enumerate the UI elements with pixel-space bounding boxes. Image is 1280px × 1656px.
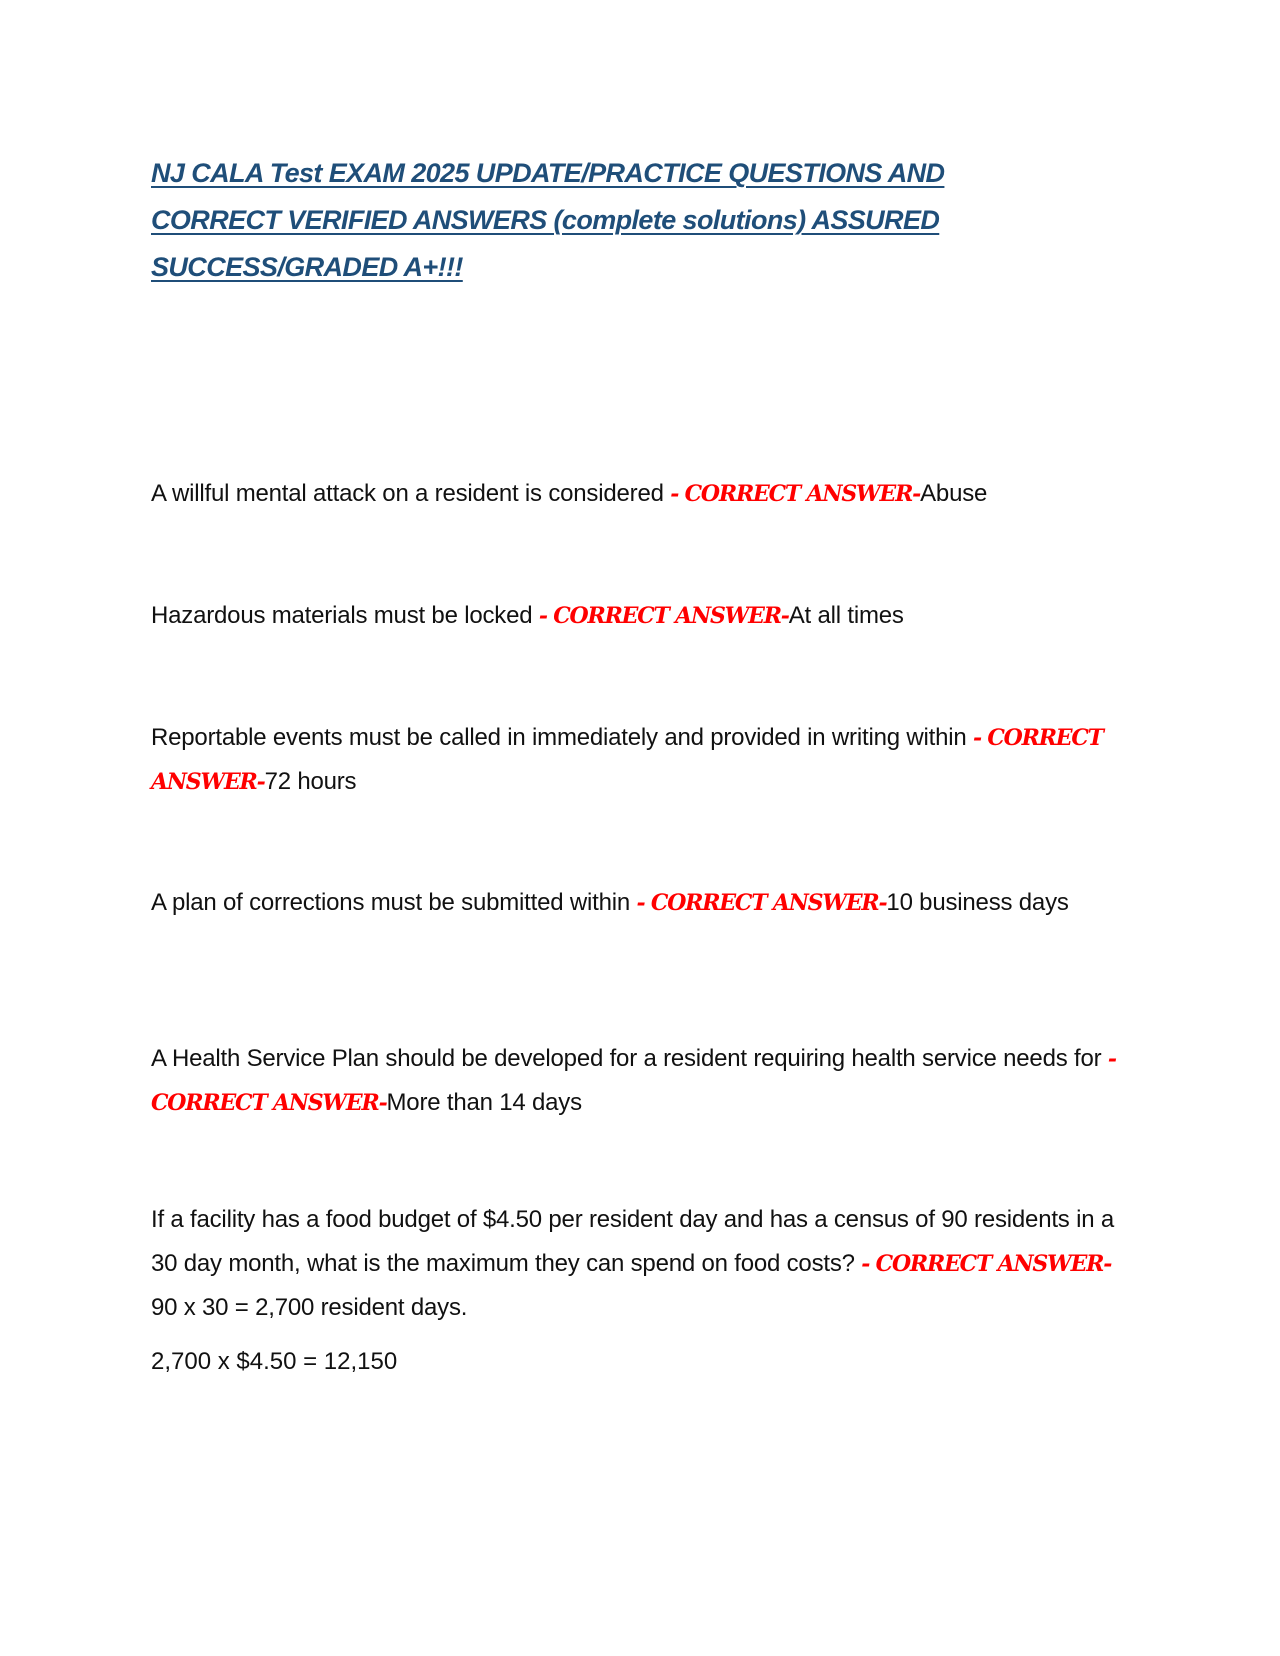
answer-tag: - CORRECT ANSWER-: [151, 725, 1103, 795]
question-text: A plan of corrections must be submitted within: [151, 889, 637, 916]
qa-item-5: [151, 1037, 1121, 1125]
question-text: A willful mental attack on a resident is considered: [151, 480, 671, 507]
answer-text: At all times: [788, 602, 904, 629]
answer-text: More than 14 days: [386, 1089, 582, 1116]
question-text: If a facility has a food budget of $4.50 per resident day and has a census of 90 residents in a 30 day month, what is the maximum they can spend on food costs?: [151, 1206, 1114, 1277]
question-text: Reportable events must be called in immediately and provided in writing within: [151, 724, 973, 751]
answer-tag: - CORRECT ANSWER-: [538, 603, 789, 629]
title-line-2: CORRECT VERIFIED ANSWERS (complete solutions) ASSURED: [151, 205, 940, 235]
question-text: A Health Service Plan should be developed for a resident requiring health service needs for: [151, 1045, 1108, 1072]
question-text: Hazardous materials must be locked: [151, 602, 539, 629]
answer-tag: - CORRECT ANSWER-: [151, 1046, 1116, 1116]
answer-tag: - CORRECT ANSWER-: [670, 481, 921, 507]
qa-item-1: [151, 472, 1141, 516]
answer-tag: - CORRECT ANSWER-: [861, 1251, 1112, 1277]
document-title: [151, 150, 1051, 291]
title-line-1: NJ CALA Test EXAM 2025 UPDATE/PRACTICE QUESTIONS AND: [151, 158, 945, 188]
answer-text: Abuse: [920, 480, 988, 507]
answer-text: 10 business days: [886, 889, 1069, 916]
title-line-3: SUCCESS/GRADED A+!!!: [151, 252, 463, 282]
qa-item-4: [151, 881, 1136, 925]
qa-item-3: [151, 716, 1111, 804]
answer-text: 72 hours: [264, 768, 357, 795]
answer-text: 90 x 30 = 2,700 resident days.: [151, 1294, 468, 1321]
qa-item-2: [151, 594, 1141, 638]
qa-item-6: [151, 1198, 1126, 1330]
answer-tag: - CORRECT ANSWER-: [636, 890, 887, 916]
qa-item-6-followup: 2,700 x $4.50 = 12,150: [151, 1348, 398, 1375]
